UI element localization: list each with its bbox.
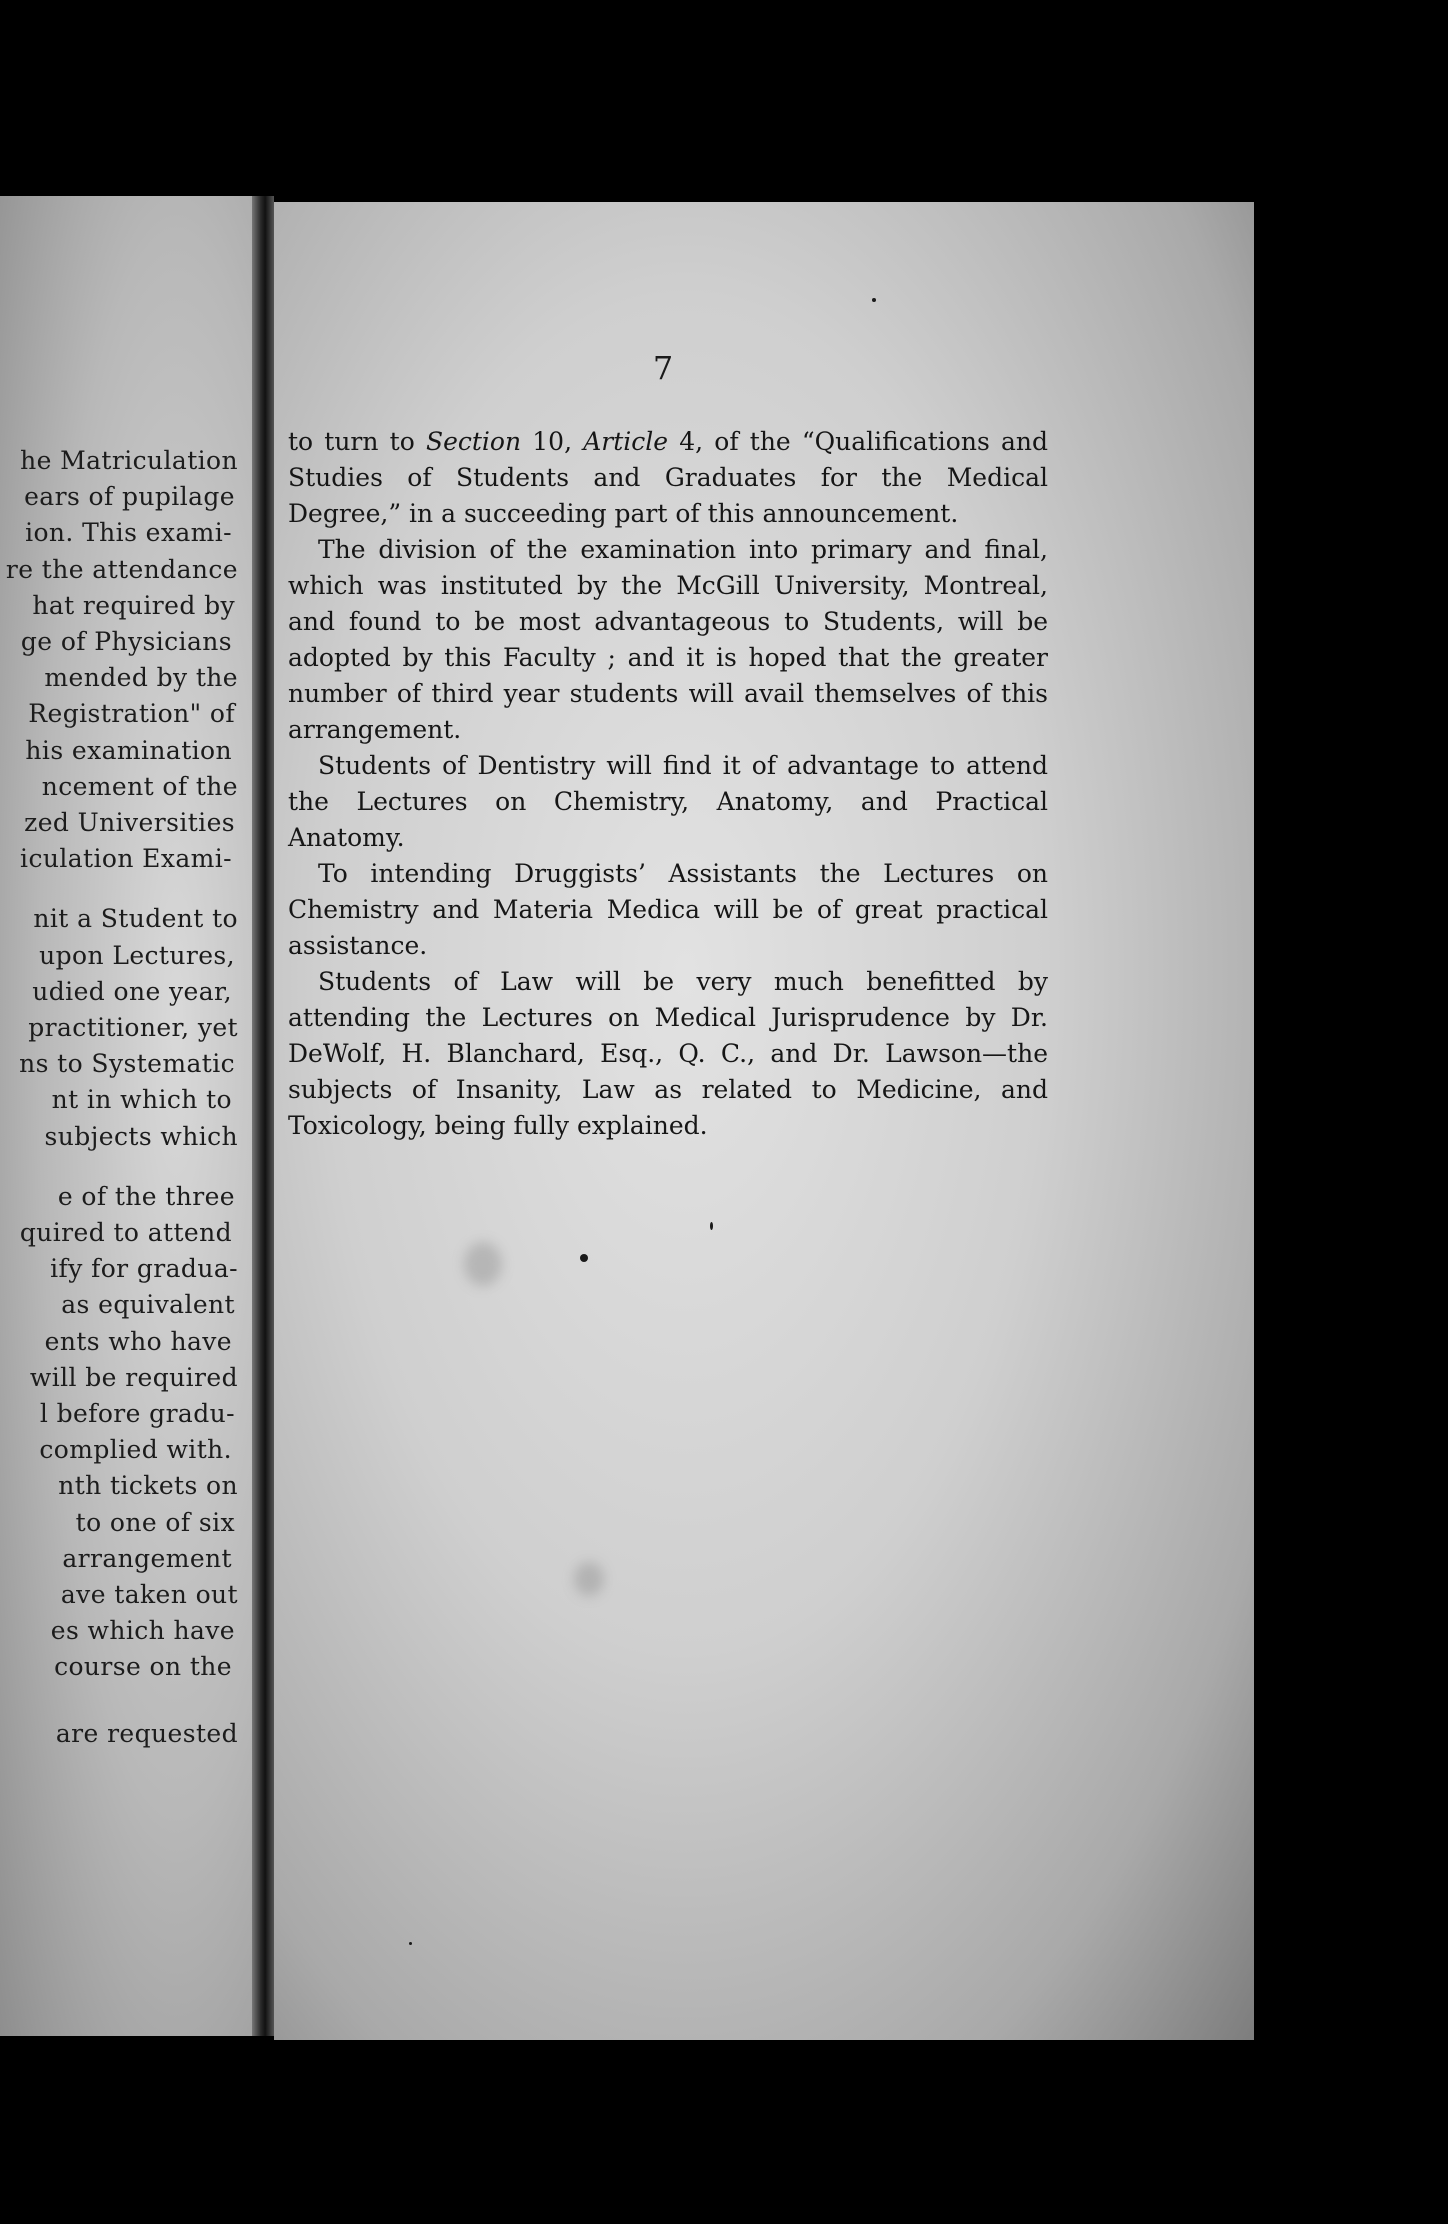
left-page-line: he Matriculation (20, 446, 238, 475)
left-facing-page (0, 196, 252, 2036)
left-page-line: ify for gradua- (50, 1254, 238, 1284)
paragraph-druggists: To intending Druggists’ Assistants the Lectures on Chemistry and Materia Medica will be of great practical assistance. (288, 859, 1048, 960)
left-page-line: ents who have (44, 1326, 232, 1356)
left-page-line: nth tickets on (58, 1471, 238, 1501)
book-gutter (252, 196, 274, 2036)
left-page-line: upon Lectures, (39, 940, 235, 970)
ink-speck (409, 1942, 412, 1945)
left-page-line: hat required by (32, 590, 235, 620)
left-page-line: ion. This exami- (25, 518, 232, 548)
left-page-line: subjects which (44, 1121, 238, 1151)
left-page-line: es which have (50, 1616, 235, 1646)
left-page-line: nit a Student to (33, 904, 238, 934)
left-page-line: are requested (55, 1718, 238, 1748)
paragraph-law: Students of Law will be very much benefitted by attending the Lectures on Medical Jurisprudence by Dr. DeWolf, H. Blanchard, Esq., Q. C., and Dr. Lawson—the subjects of Insanity, Law as related to Medicine, and Toxicology, being fully explained. (288, 967, 1048, 1140)
left-page-line: course on the (54, 1652, 232, 1682)
left-page-line: practitioner, yet (28, 1013, 238, 1042)
left-page-line: nt in which to (51, 1085, 232, 1115)
left-page-line: mended by the (44, 663, 238, 693)
left-page-line: iculation Exami- (20, 844, 232, 874)
left-page-line: arrangement (62, 1543, 232, 1573)
left-page-line: as equivalent (61, 1290, 235, 1320)
ink-speck (710, 1222, 713, 1230)
left-page-line: ge of Physicians (20, 627, 232, 656)
left-page-line: quired to attend (19, 1218, 232, 1247)
page-smudge (574, 1562, 604, 1596)
left-page-line: e of the three (57, 1181, 235, 1211)
left-page-line: l before gradu- (39, 1399, 235, 1428)
left-page-line: ns to Systematic (19, 1049, 235, 1079)
left-page-line: ave taken out (60, 1580, 238, 1609)
page-smudge (464, 1242, 502, 1286)
left-page-line: complied with. (39, 1435, 232, 1465)
right-page (274, 202, 1254, 2040)
left-page-line: ears of pupilage (24, 482, 235, 512)
paragraph-continuation: to turn to Section 10, Article 4, of the “Qualifications and Studies of Students and Graduates for the Medical Degree,” in a succeeding part of this announcement. (288, 427, 1048, 528)
paragraph-dentistry: Students of Dentistry will find it of advantage to attend the Lectures on Chemistry, Anatomy, and Practical Anatomy. (288, 751, 1048, 852)
body-text (288, 424, 1048, 1144)
left-page-line: his examination (25, 735, 232, 765)
left-page-line: re the attendance (5, 554, 238, 584)
ink-speck (580, 1254, 588, 1262)
left-page-line: Registration" of (28, 699, 235, 729)
left-page-line: zed Universities (24, 808, 235, 837)
left-page-line: will be required (29, 1362, 238, 1392)
left-page-line: ncement of the (41, 771, 238, 801)
ink-speck (872, 298, 876, 302)
left-page-line: udied one year, (32, 976, 232, 1006)
left-page-line: to one of six (75, 1507, 235, 1537)
paragraph-exam-division: The division of the examination into primary and final, which was instituted by the McGill University, Montreal, and found to be most advantageous to Students, will be adopted by this Faculty ; and it is hoped that the greater number of third year students will avail themselves of this arrangement. (288, 535, 1048, 744)
page-number: 7 (652, 349, 674, 387)
